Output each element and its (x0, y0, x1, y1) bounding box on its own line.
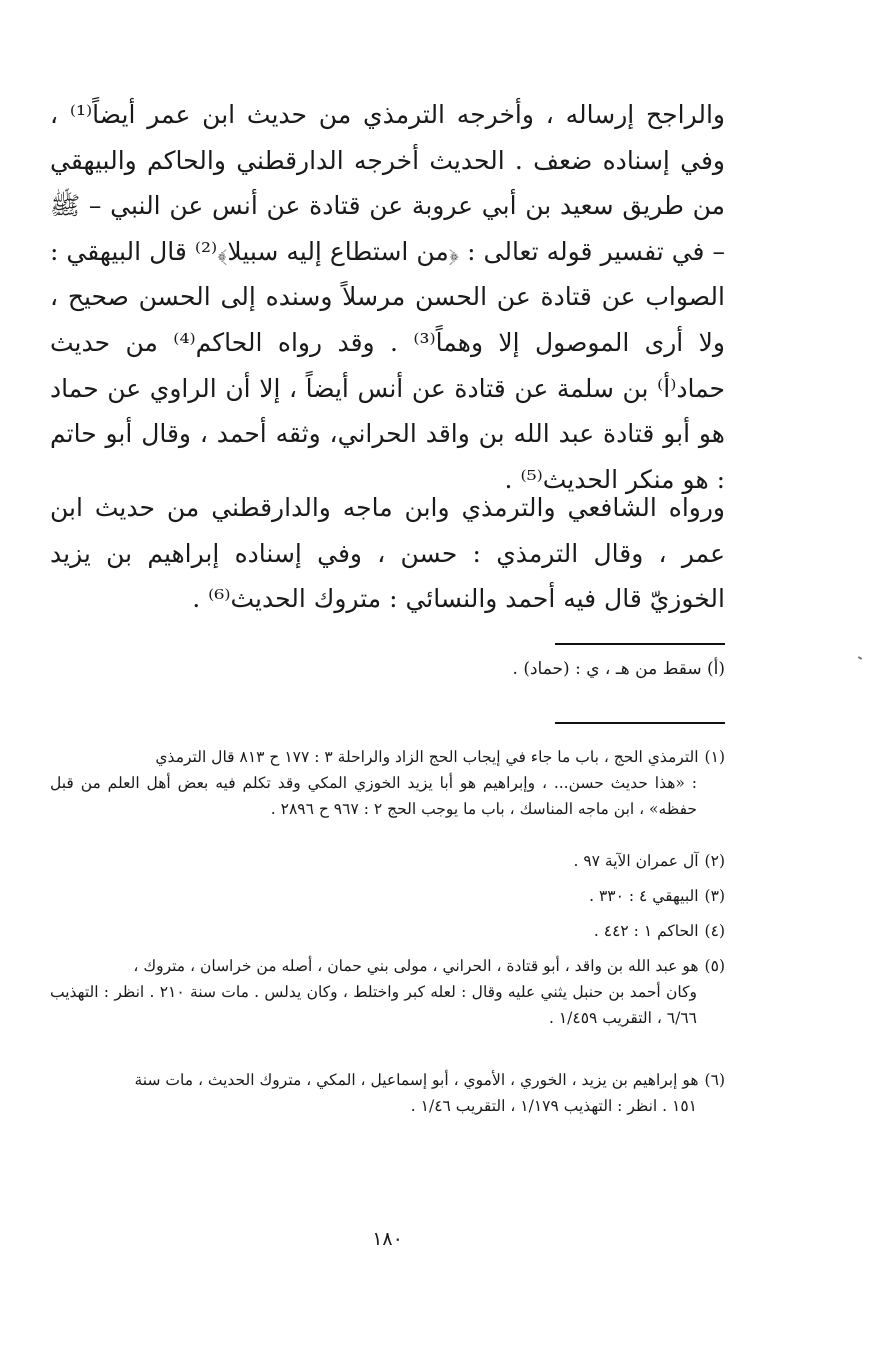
body-paragraph: والراجح إرساله ، وأخرجه الترمذي من حديث ابن عمر أيضاً⁽¹⁾ ، وفي إسناده ضعف . الحديث أخرجه الدارقطني والحاكم والبيهقي من طريق سعيد بن أبي عروبة عن قتادة عن أنس عن النبي – ﷺ – في تفسير قوله تعالى : ﴿من استطاع إليه سبيلا﴾⁽²⁾ قال البيهقي : الصواب عن قتادة عن الحسن مرسلاً وسنده إلى الحسن صحيح ، ولا أرى الموصول إلا وهماً⁽³⁾ . وقد رواه الحاكم⁽⁴⁾ من حديث حماد⁽أ⁾ بن سلمة عن قتادة عن أنس أيضاً ، إلا أن الراوي عن حماد هو أبو قتادة عبد الله بن واقد الحراني، وثقه أحمد ، وقال أبو حاتم : هو منكر الحديث⁽⁵⁾ . (50, 100, 726, 494)
footnote-separator (555, 722, 725, 724)
footnote-number: (١) (704, 748, 725, 766)
footnote-text: الحاكم ١ : ٤٤٢ . (593, 922, 699, 940)
footnote-text: البيهقي ٤ : ٣٣٠ . (589, 887, 699, 905)
footnote-continuation: ١٥١ . انظر : التهذيب ١/١٧٩ ، التقريب ١/٤٦ . (410, 1097, 697, 1115)
footnote-number: (٥) (704, 957, 725, 975)
footnote-separator (555, 643, 725, 645)
footnote-text: الترمذي الحج ، باب ما جاء في إيجاب الحج الزاد والراحلة ٣ : ١٧٧ ح ٨١٣ قال الترمذي (155, 748, 699, 766)
footnote-number: (٢) (704, 852, 725, 870)
footnote-continuation: وكان أحمد بن حنبل يثني عليه وقال : لعله كبر واختلط ، وكان يدلس . مات سنة ٢١٠ . انظر : التهذيب ٦/٦٦ ، التقريب ١/٤٥٩ . (50, 983, 697, 1027)
footnote-text: هو عبد الله بن واقد ، أبو قتادة ، الحراني ، مولى بني حمان ، أصله من خراسان ، متروك ، (133, 957, 699, 975)
footnote-text: آل عمران الآية ٩٧ . (573, 852, 699, 870)
footnote (50, 918, 725, 953)
footnote-continuation: : «هذا حديث حسن... ، وإبراهيم هو أبا يزيد الخوزي المكي وقد تكلم فيه بعض أهل العلم من قبل حفظه» ، ابن ماجه المناسك ، باب ما يوجب الحج ٢ : ٩٦٧ ح ٢٨٩٦ . (50, 774, 697, 818)
footnote-text: هو إبراهيم بن يزيد ، الخوري ، الأموي ، أبو إسماعيل ، المكي ، متروك الحديث ، مات سنة (134, 1071, 699, 1089)
page (50, 92, 725, 1332)
footnote (50, 744, 725, 848)
footnote (50, 848, 725, 883)
footnote (50, 953, 725, 1067)
footnote-number: (٤) (704, 922, 725, 940)
page-number: ١٨٠ (372, 1228, 403, 1250)
footnote (50, 883, 725, 918)
footnote (50, 1067, 725, 1145)
footnote-number: (٣) (704, 887, 725, 905)
scan-speck (858, 656, 862, 660)
body-paragraph: ورواه الشافعي والترمذي وابن ماجه والدارقطني من حديث ابن عمر ، وقال الترمذي : حسن ، وفي إسناده إبراهيم بن يزيد الخوزيّ قال فيه أحمد والنسائي : متروك الحديث⁽⁶⁾ . (50, 493, 725, 614)
variant-note: (أ) سقط من هـ ، ي : (حماد) . (512, 659, 725, 679)
footnote-number: (٦) (704, 1071, 725, 1089)
footnotes (50, 744, 725, 1145)
main-text (50, 92, 725, 622)
